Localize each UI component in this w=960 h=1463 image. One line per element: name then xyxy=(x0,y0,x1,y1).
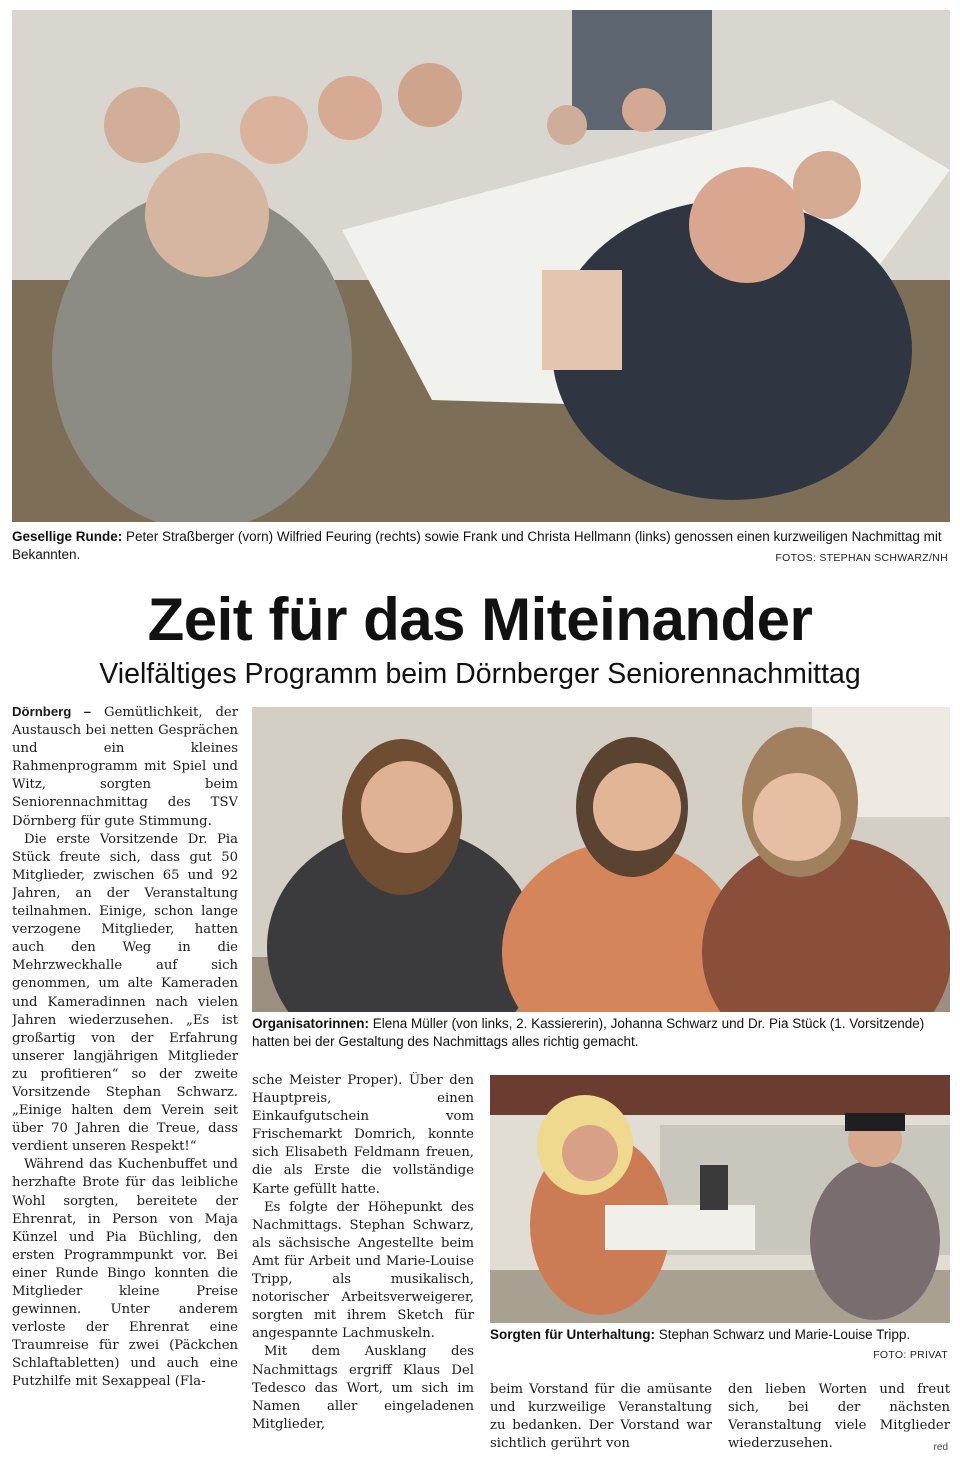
article-col1-p2: Die erste Vorsitzende Dr. Pia Stück freute sich, dass gut 50 Mitglieder, zwischen 65 und 92 Jahren, an der Veranstaltung teilnahmen. Einige, schon lange verzogene Mitglieder, hatten auch den Weg in die Mehrzweckhalle auf sich genommen, um alte Kameraden und Kameradinnen nach vielen Jahren wiederzusehen. „Es ist großartig von der Erfahrung unserer langjährigen Mitglieder zu profitieren“ so der zweite Vorsitzende Stephan Schwarz. „Einige halten dem Verein seit über 70 Jahren die Treue, dass verdient unseren Respekt!“ xyxy=(12,831,238,1155)
article-column-3 xyxy=(490,1381,712,1461)
article-column-4 xyxy=(728,1381,950,1461)
photo1-caption-label: Gesellige Runde: xyxy=(12,529,123,544)
photo2-caption-text: Elena Müller (von links, 2. Kassiererin), Johanna Schwarz und Dr. Pia Stück (1. Vorsitzende) hatten bei der Gestaltung des Nachmittags alles richtig gemacht. xyxy=(252,1016,925,1049)
article-col1-p1: Gemütlichkeit, der Austausch bei netten Gesprächen und ein kleines Rahmenprogramm mit Spiel und Witz, sorgten beim Seniorennachmittag des TSV Dörnberg für gute Stimmung. xyxy=(12,705,238,829)
headline: Zeit für das Miteinander xyxy=(147,586,813,653)
photo3-caption xyxy=(490,1326,950,1344)
photo1-credit: FOTOS: STEPHAN SCHWARZ/NH xyxy=(775,552,948,564)
author-initials: red xyxy=(933,1442,948,1453)
photo-seniors-at-table xyxy=(12,10,950,522)
article-column-1 xyxy=(12,703,238,1463)
subheadline: Vielfältiges Programm beim Dörnberger Seniorennachmittag xyxy=(99,658,861,690)
dateline: Dörnberg – xyxy=(12,704,92,719)
photo-sketch-performers xyxy=(490,1075,950,1323)
photo3-caption-label: Sorgten für Unterhaltung: xyxy=(490,1327,655,1342)
article-col3-p1: beim Vorstand für die amüsante und kurzweilige Veranstaltung zu bedanken. Der Vorstand war sichtlich gerührt von xyxy=(490,1382,712,1452)
article-col2-p3: Mit dem Ausklang des Nachmittags ergriff Klaus Del Tedesco das Wort, um sich im Namen aller eingeladenen Mitglieder, xyxy=(252,1344,474,1432)
article-col2-p1: sche Meister Proper). Über den Hauptpreis, einen Einkaufgutschein vom Frischemarkt Domrich, konnte sich Elisabeth Feldmann freuen, die als Erste die vollständige Karte gefüllt hatte. xyxy=(252,1073,474,1197)
photo3-caption-text: Stephan Schwarz und Marie-Louise Tripp. xyxy=(655,1327,911,1342)
article-column-2 xyxy=(252,1072,474,1462)
article-col4-p1: den lieben Worten und freut sich, bei der nächsten Veranstaltung viele Mitglieder wiederzusehen. xyxy=(728,1382,950,1452)
photo2-caption xyxy=(252,1015,950,1051)
photo3-credit: FOTO: PRIVAT xyxy=(873,1349,948,1361)
article-col2-p2: Es folgte der Höhepunkt des Nachmittags. Stephan Schwarz, als sächsische Angestellte beim Amt für Arbeit und Marie-Louise Tripp, als musikalisch, notorischer Arbeitsverweigerer, sorgten mit ihrem Sketch für angespannte Lachmuskeln. xyxy=(252,1199,474,1342)
photo2-caption-label: Organisatorinnen: xyxy=(252,1016,370,1031)
photo-organisers xyxy=(252,707,950,1012)
photo1-caption-text: Peter Straßberger (vorn) Wilfried Feuring (rechts) sowie Frank und Christa Hellmann (links) genossen einen kurzweiligen Nachmittag mit Bekannten. xyxy=(12,529,942,562)
article-col1-p3: Während das Kuchenbuffet und herzhafte Brote für das leibliche Wohl sorgten, bereitete der Ehrenrat, in Person von Maja Künzel und Pia Büchling, den ersten Programmpunkt vor. Bei einer Runde Bingo konnten die Mitglieder kleine Preise gewinnen. Unter anderem verloste der Ehrenrat eine Traumreise für zwei (Päckchen Schlaftabletten) und auch eine Putzhilfe mit Sexappeal (Fla- xyxy=(12,1157,238,1390)
